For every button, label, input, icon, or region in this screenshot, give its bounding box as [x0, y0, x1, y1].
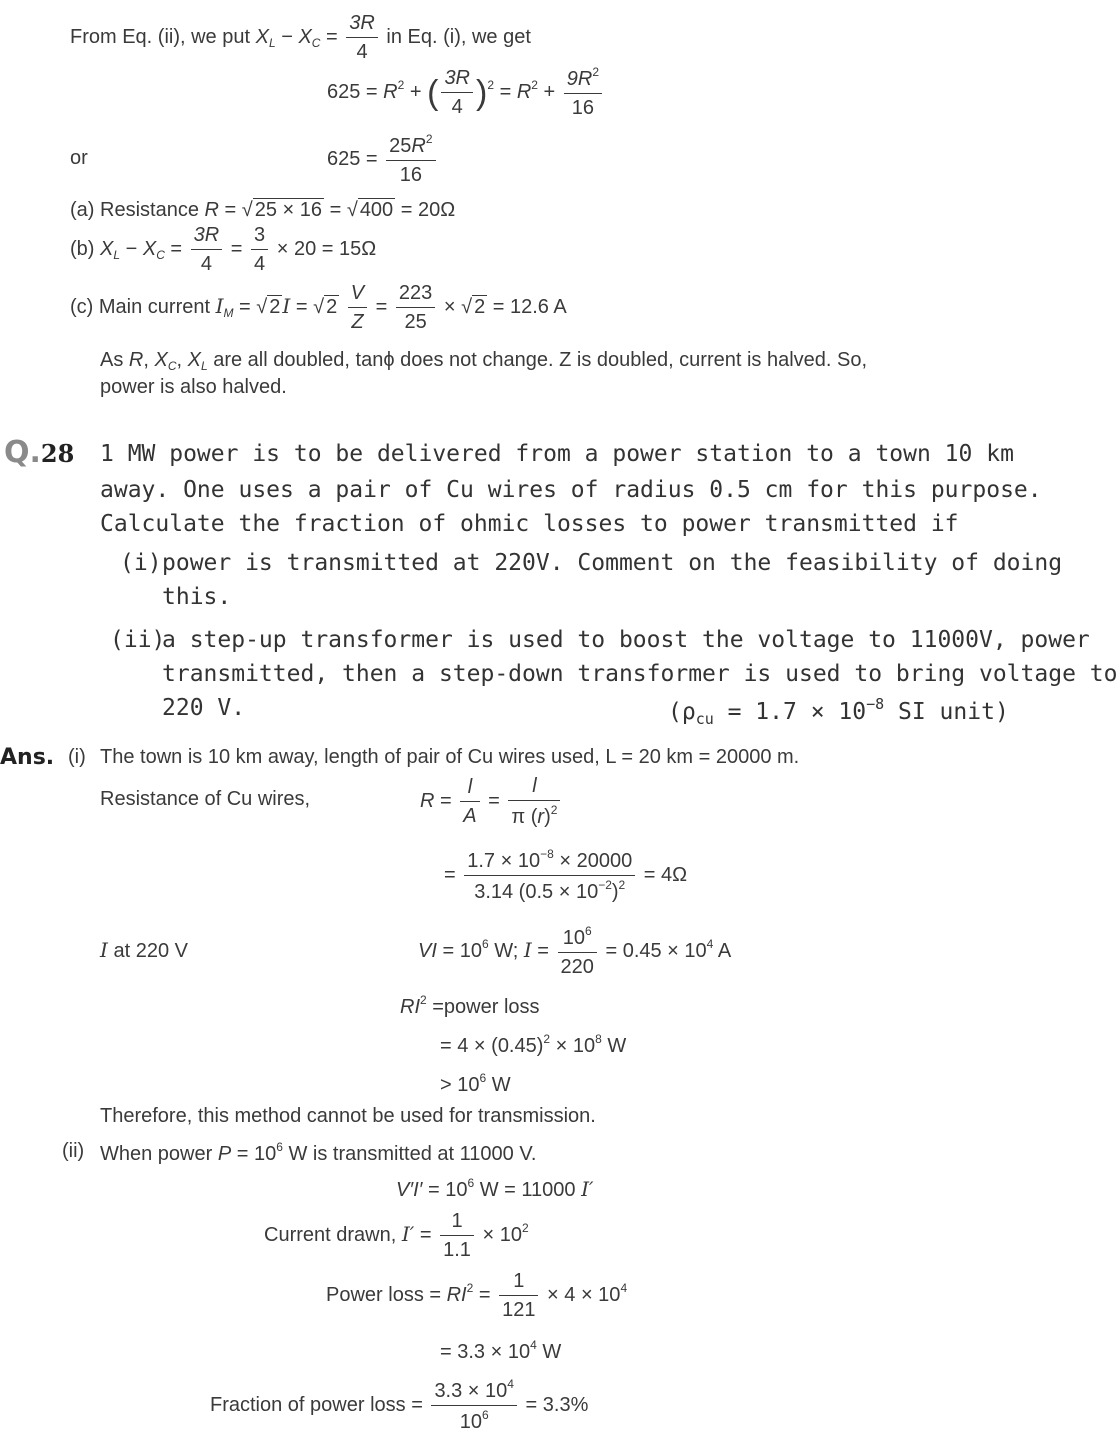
text: Fraction of power loss	[210, 1393, 406, 1416]
current-formula: VI = $10^6$ W; I = $\frac{10^6}{220}$ = $0.45 \times 10^4$ A	[418, 924, 732, 978]
eq-625-expanded: $625 = R^2$ + ( $\frac{3R}{4}$ )$^2 = R^2$ + $\frac{9R^2}{16}$	[327, 66, 605, 119]
power-loss-ii: Power loss = $RI^2$ = $\frac{1}{121}$ × $4 \times 10^4$	[326, 1270, 628, 1321]
note-line-2: power is also halved.	[100, 376, 287, 398]
answer-ii-label: (ii)	[62, 1140, 85, 1162]
power-loss-compare: > $10^6$ W	[440, 1071, 511, 1096]
answer-label: Ans.	[0, 745, 55, 770]
text: at 220 V	[113, 940, 188, 962]
text: Power loss	[326, 1283, 424, 1306]
question-ii-line-2: transmitted, then a step-down transformer is used to bring voltage to	[162, 661, 1117, 687]
note-line-1: As R, $X_C$, $X_L$ are all doubled, tanϕ does not change. Z is doubled, current is halved. So,	[100, 349, 868, 373]
current-label: I at 220 V	[100, 938, 188, 962]
part-c-current: (c) Main current $I_M$ = √ 2 I = √ 2 $\frac{V}{Z}$ = $\frac{223}{25}$ × √ 2 = 12.6 A	[70, 282, 567, 333]
question-line-2: away. One uses a pair of Cu wires of radius 0.5 cm for this purpose.	[100, 477, 1042, 503]
q-mark: Q.	[4, 435, 41, 470]
text: (a) Resistance	[70, 199, 199, 221]
rho-unit: SI unit)	[898, 699, 1009, 725]
part-b-reactance: (b) $X_L - X_C$ = $\frac{3R}{4}$ = $\frac{3}{4}$ × 20 = 15Ω	[70, 224, 377, 275]
resistance-formula: R = $\frac{l}{A}$ = $\frac{l}{\pi (r)^2}$	[420, 775, 563, 828]
power-loss-ii-result: = $3.3 \times 10^4$ W	[440, 1338, 562, 1363]
text: (b)	[70, 237, 95, 260]
question-ii-label: (ii)	[110, 627, 166, 653]
text: in Eq. (i), we get	[386, 25, 531, 48]
text: = 12.6 A	[492, 295, 567, 318]
resistance-calc: = $\frac{1.7 \times 10^{-8} \times 20000}{3.14 (0.5 \times 10^{-2})^2}$ = 4Ω	[444, 847, 688, 903]
question-rho: ($\rho_{cu} = 1.7 \times 10^{-8}$ SI unit)	[668, 695, 1009, 728]
question-ii-line-1: a step-up transformer is used to boost the voltage to 11000V, power	[162, 627, 1090, 653]
text: (c) Main current	[70, 295, 211, 318]
power-loss-calc: = $4 \times (0.45)^2 \times 10^8$ W	[440, 1032, 627, 1057]
answer-i-label: (i)	[68, 746, 86, 768]
text: are all doubled, tanϕ does not change. Z is doubled, current is halved. So,	[213, 349, 868, 371]
text: Current drawn,	[264, 1223, 397, 1246]
conclusion: Therefore, this method cannot be used for transmission.	[100, 1105, 596, 1127]
answer-i-line: The town is 10 km away, length of pair of Cu wires used, L = 20 km = 20000 m.	[100, 746, 800, 768]
text: W is transmitted at 11000 V.	[288, 1143, 537, 1165]
text: = 3.3%	[525, 1393, 589, 1416]
question-number	[4, 435, 75, 470]
text: From Eq. (ii), we put	[70, 25, 251, 48]
eq-line-1: From Eq. (ii), we put $X_L - X_C$ = $\frac{3R}{4}$ in Eq. (i), we get	[70, 12, 531, 63]
question-line-1: 1 MW power is to be delivered from a power station to a town 10 km	[100, 441, 1014, 467]
resistance-label: Resistance of Cu wires,	[100, 788, 311, 810]
question-i-line-2: this.	[162, 584, 232, 610]
vi-equation: $V'I' = 10^6$ W = 11000 I′	[396, 1176, 594, 1201]
part-a-resistance: (a) Resistance R = √ 25 × 16 = √ 400 = 20Ω	[70, 199, 456, 221]
text: =power loss	[432, 996, 540, 1018]
question-i-label: (i)	[120, 550, 162, 576]
fraction-loss: Fraction of power loss = $\frac{3.3 \times 10^4}{10^6}$ = 3.3%	[210, 1377, 589, 1433]
answer-ii-line: When power $P = 10^6$ W is transmitted at 11000 V.	[100, 1140, 537, 1165]
question-line-3: Calculate the fraction of ohmic losses to power transmitted if	[100, 511, 959, 537]
eq-625-simplified: 625 = $\frac{25R^2}{16}$	[327, 133, 439, 186]
current-drawn: Current drawn, I′ = $\frac{1}{1.1}$ × $10^2$	[264, 1210, 529, 1261]
question-ii-line-3: 220 V.	[162, 695, 246, 721]
question-i-line-1: power is transmitted at 220V. Comment on the feasibility of doing	[162, 550, 1063, 576]
q-num: 28	[40, 439, 75, 468]
or-label: or	[70, 147, 88, 169]
power-loss-formula: $RI^2$ =power loss	[400, 993, 540, 1018]
